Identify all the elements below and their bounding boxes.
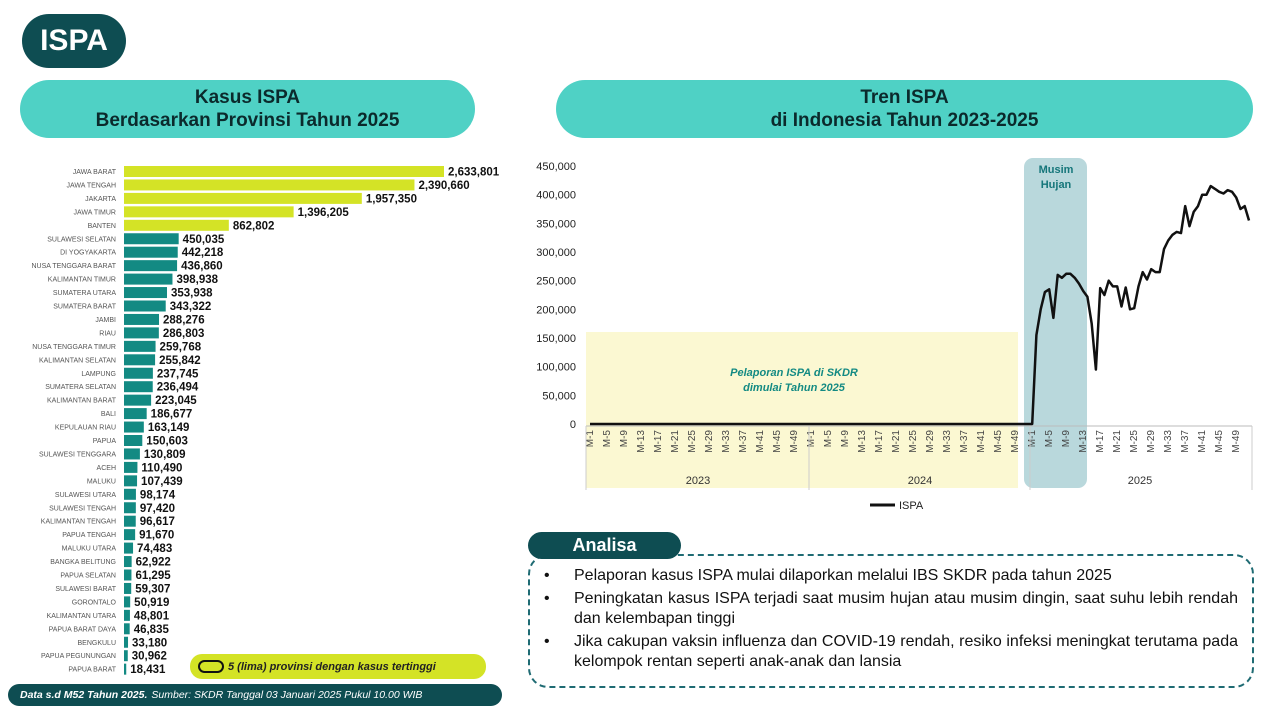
bar-value-label: 33,180 [132,637,168,650]
bar-category-label: JAKARTA [85,195,116,203]
x-tick-label: M-37 [738,430,750,453]
legend-outline-icon [198,660,224,673]
x-tick-label: M-25 [908,430,920,453]
bar-value-label: 62,922 [135,556,171,569]
bar [124,422,144,433]
bar-category-label: PAPUA BARAT DAYA [48,626,116,634]
bar-value-label: 50,919 [134,596,170,609]
legend-series-label: ISPA [899,500,924,512]
y-tick-label: 250,000 [536,275,576,288]
bar-category-label: SULAWESI TENGAH [49,505,116,513]
y-tick-label: 0 [569,419,576,431]
bar-value-label: 61,295 [135,570,171,582]
bar-category-label: PAPUA SELATAN [60,572,116,580]
bar [124,179,414,190]
trend-chart-title-line1: Tren ISPA [860,87,949,108]
rain-season-label: Hujan [1040,179,1072,191]
x-tick-label: M-29 [925,430,937,453]
bar [124,543,133,554]
analysis-list [544,566,1238,675]
x-tick-label: M-1 [585,430,596,448]
bar [124,610,130,621]
bar [124,395,151,406]
x-tick-label: M-33 [721,430,733,453]
bar [124,408,147,419]
bar [124,206,294,217]
bar-value-label: 259,768 [159,341,202,354]
bar-value-label: 1,957,350 [365,193,417,206]
bar [124,448,140,459]
bar-value-label: 150,603 [146,435,188,448]
x-tick-label: M-17 [1095,430,1107,453]
x-tick-label: M-33 [1163,430,1175,453]
bar-category-label: JAWA BARAT [72,169,116,176]
bar [124,650,128,661]
y-tick-label: 100,000 [536,361,576,374]
bar-value-label: 97,420 [139,502,176,515]
x-tick-label: M-45 [772,430,784,453]
bar-category-label: SULAWESI TENGGARA [38,451,116,459]
x-tick-label: M-25 [687,430,699,453]
footer-text: Sumber: SKDR Tanggal 03 Januari 2025 Pukul 10.00 WIB [151,689,423,701]
bar-category-label: JAWA TENGAH [66,182,116,190]
bar [124,583,131,594]
provinces-chart-header [20,80,475,138]
x-tick-label: M-21 [670,430,682,453]
bar-category-label: PAPUA BARAT [68,666,116,674]
bar-category-label: BENGKULU [77,639,116,647]
bar-category-label: BALI [100,411,116,419]
x-tick-label: M-5 [1044,430,1056,448]
bar-category-label: BANGKA BELITUNG [50,559,116,567]
bar [124,233,179,244]
bar-category-label: PAPUA PEGUNUNGAN [41,653,116,661]
bar-category-label: KALIMANTAN UTARA [46,612,116,620]
bar-category-label: KALIMANTAN BARAT [47,397,116,405]
bar [124,301,166,312]
trend-chart-title-line2: di Indonesia Tahun 2023-2025 [770,110,1039,131]
bar [124,596,130,607]
x-tick-label: M-33 [942,430,954,453]
bar-value-label: 450,035 [182,233,225,246]
analysis-title: Analisa [528,532,681,559]
bar-value-label: 30,962 [131,650,167,663]
bar [124,354,155,365]
bar-value-label: 59,307 [135,583,171,596]
bar-category-label: SULAWESI BARAT [55,585,116,593]
x-tick-label: M-45 [993,430,1005,453]
x-tick-label: M-41 [976,430,988,453]
y-tick-label: 450,000 [536,161,576,173]
bar-category-label: LAMPUNG [81,370,116,378]
bar [124,637,128,648]
bar-category-label: GORONTALO [71,599,116,607]
bar-value-label: 398,938 [176,274,219,287]
bar-value-label: 343,322 [169,301,212,313]
analysis-item: • Jika cakupan vaksin influenza dan COVID-19 rendah, resiko infeksi meningkat terutama pada kelompok rentan seperti anak-anak dan lansia [544,632,1238,672]
rain-season-label: Musim [1038,164,1074,176]
bar-value-label: 288,276 [163,314,205,327]
bar-category-label: KALIMANTAN TENGAH [40,518,116,526]
bar [124,260,177,271]
x-tick-label: M-25 [1129,430,1141,453]
year-label: 2024 [907,475,933,487]
footer-source [8,684,502,706]
provinces-chart-title-line2: Berdasarkan Provinsi Tahun 2025 [95,110,400,131]
x-tick-label: M-49 [789,430,801,453]
bar-value-label: 2,390,660 [418,179,470,192]
bar [124,435,142,446]
bar-value-label: 353,938 [171,287,213,300]
bar-value-label: 237,745 [156,368,199,381]
x-tick-label: M-9 [840,430,852,448]
bar-value-label: 107,439 [141,475,183,488]
y-tick-label: 300,000 [536,247,576,259]
bar [124,664,126,675]
provinces-bar-chart [0,158,520,680]
y-tick-label: 50,000 [542,390,576,403]
bar [124,220,229,231]
x-tick-label: M-41 [755,430,767,453]
x-tick-label: M-21 [891,430,903,453]
x-tick-label: M-1 [806,430,818,448]
x-tick-label: M-13 [636,430,648,453]
bar-value-label: 96,617 [139,516,175,529]
x-tick-label: M-37 [1180,430,1192,453]
bar [124,570,131,581]
bar [124,341,156,352]
x-tick-label: M-5 [602,430,614,448]
bar-value-label: 91,670 [139,529,175,542]
bar-category-label: RIAU [99,330,116,338]
bar [124,556,132,567]
bar [124,287,167,298]
x-tick-label: M-13 [857,430,869,453]
bar [124,489,136,500]
bar [124,193,362,204]
bar-value-label: 74,483 [137,543,173,556]
bar [124,516,136,527]
footer-bold: Data s.d M52 Tahun 2025. [20,689,148,701]
year-label: 2025 [1127,475,1153,487]
x-tick-label: M-49 [1231,430,1243,453]
x-tick-label: M-5 [823,430,835,448]
x-tick-label: M-9 [619,430,631,448]
skdr-note-label: Pelaporan ISPA di SKDR [730,367,858,379]
page-title: ISPA [22,14,126,68]
bar-category-label: ACEH [96,464,116,472]
bar-value-label: 18,431 [130,664,166,677]
x-tick-label: M-37 [959,430,971,453]
bar-category-label: PAPUA [92,438,116,445]
bar-value-label: 186,677 [150,408,193,421]
x-tick-label: M-9 [1061,430,1073,448]
bar-category-label: DI YOGYAKARTA [60,249,116,257]
bar-category-label: KALIMANTAN SELATAN [38,357,116,365]
bar [124,368,153,379]
bar-value-label: 163,149 [147,422,190,435]
analysis-item: • Peningkatan kasus ISPA terjadi saat musim hujan atau musim dingin, saat suhu lebih rendah dan kelembapan tinggi [544,589,1238,629]
bar-category-label: NUSA TENGGARA TIMUR [32,343,116,351]
x-tick-label: M-41 [1197,430,1209,453]
bar-category-label: KEPULAUAN RIAU [54,424,116,432]
bar-category-label: SULAWESI SELATAN [47,236,116,244]
x-tick-label: M-17 [653,430,665,453]
bar [124,381,153,392]
x-tick-label: M-21 [1112,430,1124,453]
skdr-note-label: dimulai Tahun 2025 [743,382,845,394]
bar [124,529,135,540]
bar [124,166,444,177]
bar [124,502,136,513]
bar-value-label: 236,494 [156,381,199,394]
bar-value-label: 862,802 [232,220,275,233]
bar-category-label: SUMATERA UTARA [52,290,116,298]
y-tick-label: 150,000 [536,333,576,345]
bar [124,247,178,258]
bar-category-label: KALIMANTAN TIMUR [47,276,116,284]
bar-category-label: MALUKU [86,478,116,486]
provinces-chart-title-line1: Kasus ISPA [194,87,301,108]
y-tick-label: 400,000 [536,189,576,202]
bar-value-label: 223,045 [155,395,197,408]
legend-note: 5 (lima) provinsi dengan kasus tertinggi [228,660,436,673]
bar-value-label: 46,835 [133,623,169,636]
bar-category-label: MALUKU UTARA [61,545,116,553]
bar-value-label: 110,490 [141,462,183,475]
bar-value-label: 442,218 [181,247,224,260]
bar-value-label: 98,174 [139,489,176,502]
bar-category-label: JAWA TIMUR [73,209,116,217]
bar [124,475,137,486]
bar-value-label: 255,842 [159,354,201,367]
bar-value-label: 286,803 [162,327,205,340]
bar-value-label: 2,633,801 [448,166,500,179]
x-tick-label: M-29 [704,430,716,453]
bar [124,623,130,634]
x-tick-label: M-1 [1027,430,1039,448]
bar-category-label: SUMATERA BARAT [53,303,116,311]
bar [124,462,137,473]
bar [124,274,172,285]
bar-category-label: SUMATERA SELATAN [45,384,116,392]
trend-chart-header [556,80,1253,138]
bar-value-label: 130,809 [143,448,186,461]
bar-value-label: 48,801 [133,610,170,623]
trend-line-chart [520,150,1260,520]
x-tick-label: M-29 [1146,430,1158,453]
x-tick-label: M-13 [1078,430,1090,453]
analysis-item: • Pelaporan kasus ISPA mulai dilaporkan melalui IBS SKDR pada tahun 2025 [544,566,1238,586]
bar-value-label: 1,396,205 [297,206,349,219]
x-tick-label: M-17 [874,430,886,453]
bar-category-label: NUSA TENGGARA BARAT [31,263,116,271]
x-tick-label: M-45 [1214,430,1226,453]
bar [124,327,159,338]
bar [124,314,159,325]
bar-category-label: JAMBI [95,316,116,324]
x-tick-label: M-49 [1010,429,1022,453]
top-five-legend [190,654,486,679]
bar-category-label: BANTEN [87,222,116,230]
bar-value-label: 436,860 [181,260,223,273]
year-label: 2023 [685,475,711,487]
bar-category-label: SULAWESI UTARA [54,491,116,499]
y-tick-label: 200,000 [536,304,576,317]
y-tick-label: 350,000 [536,218,576,231]
skdr-note-band [586,332,1018,488]
bar-category-label: PAPUA TENGAH [62,532,116,540]
